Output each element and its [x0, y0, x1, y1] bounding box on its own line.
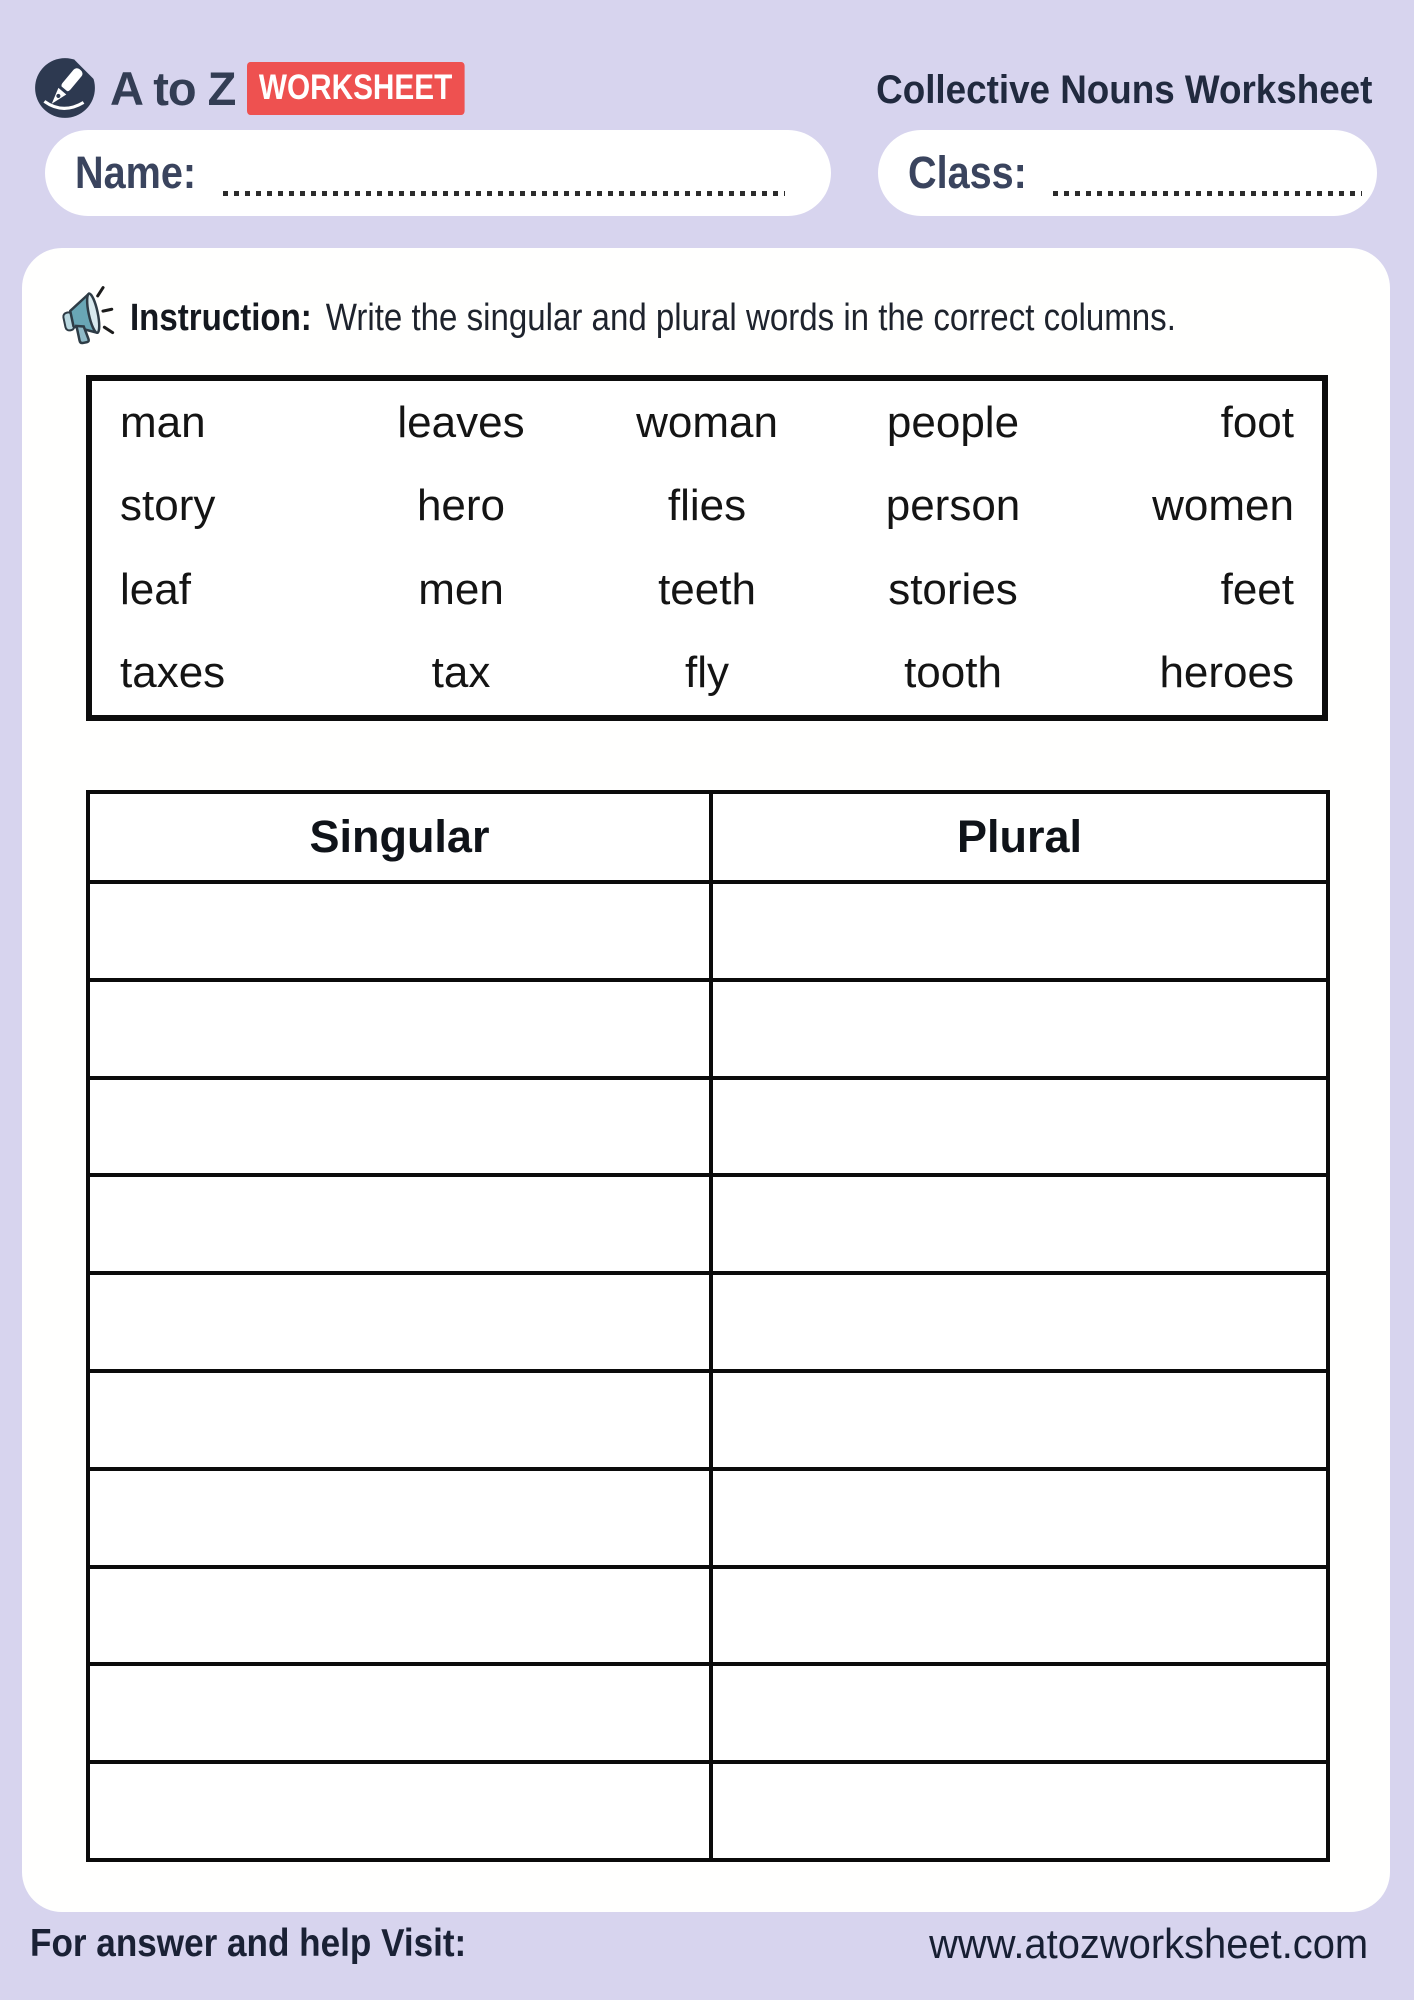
singular-cell[interactable]	[90, 1275, 713, 1369]
singular-cell[interactable]	[90, 1373, 713, 1467]
plural-cell[interactable]	[713, 1666, 1326, 1760]
table-row	[90, 1373, 1326, 1471]
word-bank	[86, 375, 1328, 721]
plural-cell[interactable]	[713, 1471, 1326, 1565]
word-bank-word: fly	[685, 648, 729, 698]
logo-text: A to Z	[110, 61, 236, 115]
word-bank-word: leaf	[120, 564, 191, 614]
word-bank-word: feet	[1220, 564, 1294, 614]
table-row	[90, 884, 1326, 982]
table-row	[90, 1569, 1326, 1667]
plural-cell[interactable]	[713, 884, 1326, 978]
plural-cell[interactable]	[713, 1569, 1326, 1663]
plural-cell[interactable]	[713, 1080, 1326, 1174]
instruction-row	[58, 286, 1332, 350]
word-bank-word: man	[120, 397, 206, 447]
name-field	[45, 130, 831, 216]
singular-cell[interactable]	[90, 1569, 713, 1663]
word-bank-word: hero	[416, 481, 506, 531]
table-row	[90, 1275, 1326, 1373]
footer-website-url: www.atozworksheet.com	[928, 1920, 1368, 1967]
singular-cell[interactable]	[90, 1177, 713, 1271]
pen-logo-icon	[32, 55, 98, 121]
word-bank-word: story	[120, 481, 216, 531]
word-bank-word: leaves	[397, 397, 525, 447]
a-to-z-logo	[32, 52, 503, 124]
table-row	[90, 1177, 1326, 1275]
name-label: Name:	[75, 147, 197, 198]
answer-table-header-row	[90, 794, 1326, 884]
table-row	[90, 1666, 1326, 1764]
word-bank-word: men	[418, 564, 504, 614]
singular-cell[interactable]	[90, 1666, 713, 1760]
plural-cell[interactable]	[713, 982, 1326, 1076]
singular-cell[interactable]	[90, 1764, 713, 1858]
word-bank-word: teeth	[658, 564, 756, 614]
footer	[30, 1920, 1368, 1968]
plural-cell[interactable]	[713, 1764, 1326, 1858]
word-bank-word: flies	[667, 481, 747, 531]
word-bank-word: tax	[431, 648, 491, 698]
word-bank-word: taxes	[120, 648, 226, 698]
table-row	[90, 1471, 1326, 1569]
class-field	[878, 130, 1377, 216]
table-row	[90, 1080, 1326, 1178]
singular-cell[interactable]	[90, 982, 713, 1076]
word-bank-word: women	[1152, 481, 1294, 531]
word-bank-word: heroes	[1159, 648, 1294, 698]
table-row	[90, 982, 1326, 1080]
singular-cell[interactable]	[90, 1080, 713, 1174]
word-bank-word: stories	[888, 564, 1018, 614]
plural-cell[interactable]	[713, 1373, 1326, 1467]
instruction-body: Write the singular and plural words in the correct columns.	[325, 296, 1176, 339]
logo-badge: WORKSHEET	[247, 62, 464, 115]
plural-cell[interactable]	[713, 1275, 1326, 1369]
singular-header: Singular	[90, 794, 713, 880]
singular-cell[interactable]	[90, 1471, 713, 1565]
instruction-text	[130, 297, 1176, 340]
word-bank-word: woman	[636, 397, 778, 447]
word-bank-word: person	[885, 481, 1021, 531]
page-title: Collective Nouns Worksheet	[875, 68, 1372, 112]
instruction-label: Instruction:	[130, 296, 312, 339]
word-bank-word: people	[886, 397, 1020, 447]
footer-help-text: For answer and help Visit:	[30, 1922, 467, 1965]
plural-cell[interactable]	[713, 1177, 1326, 1271]
class-label: Class:	[908, 147, 1027, 198]
megaphone-icon	[58, 286, 116, 350]
class-input-line[interactable]	[1053, 191, 1362, 196]
name-input-line[interactable]	[223, 191, 785, 196]
plural-header: Plural	[956, 811, 1082, 862]
answer-table	[86, 790, 1330, 1862]
singular-cell[interactable]	[90, 884, 713, 978]
table-row	[90, 1764, 1326, 1858]
word-bank-word: foot	[1220, 397, 1294, 447]
worksheet-panel	[22, 248, 1390, 1912]
word-bank-word: tooth	[904, 648, 1002, 698]
